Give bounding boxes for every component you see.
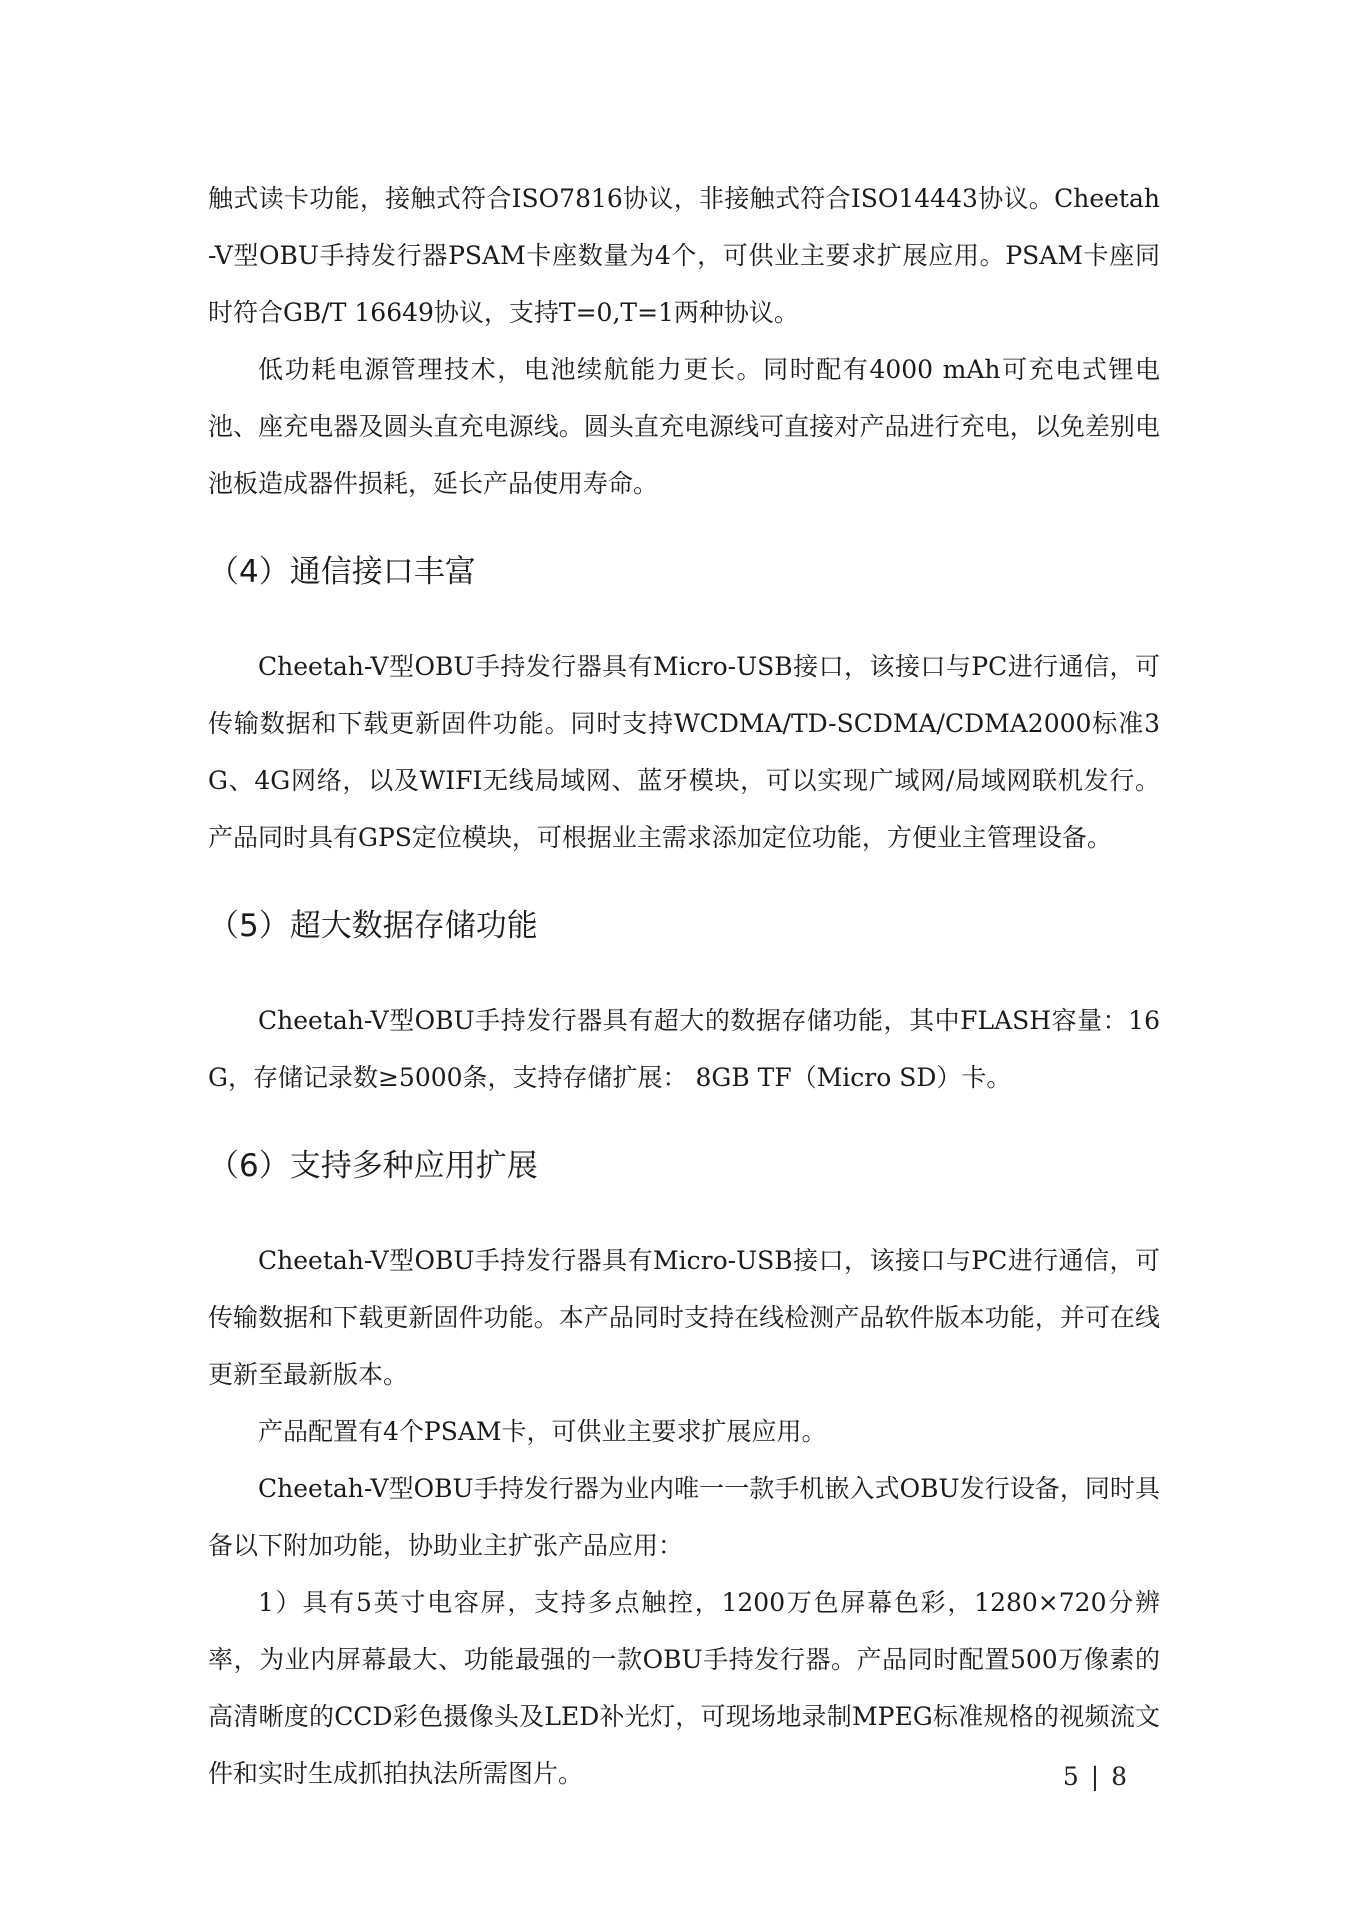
section-6-paragraph-4: 1）具有5英寸电容屏，支持多点触控，1200万色屏幕色彩，1280×720分辨率，为业内屏幕最大、功能最强的一款OBU手持发行器。产品同时配置500万像素的高清晰度的CCD彩色摄像头及LED补光灯，可现场地录制MPEG标准规格的视频流文件和实时生成抓拍执法所需图片。 — [208, 1588, 1160, 1788]
section-6-paragraph-3: Cheetah-V型OBU手持发行器为业内唯一一款手机嵌入式OBU发行设备，同时具备以下附加功能，协助业主扩张产品应用： — [208, 1474, 1160, 1560]
page-content — [208, 170, 1160, 1802]
page-number: 5 | 8 — [1062, 1762, 1129, 1791]
section-6-paragraph-1: Cheetah-V型OBU手持发行器具有Micro-USB接口，该接口与PC进行通信，可传输数据和下载更新固件功能。本产品同时支持在线检测产品软件版本功能，并可在线更新至最新版本。 — [208, 1246, 1160, 1389]
intro-paragraph-2: 低功耗电源管理技术，电池续航能力更长。同时配有4000 mAh可充电式锂电池、座充电器及圆头直充电源线。圆头直充电源线可直接对产品进行充电，以免差别电池板造成器件损耗，延长产品使用寿命。 — [208, 355, 1160, 498]
intro-paragraph-1: 触式读卡功能，接触式符合ISO7816协议，非接触式符合ISO14443协议。Cheetah-V型OBU手持发行器PSAM卡座数量为4个，可供业主要求扩展应用。PSAM卡座同时符合GB/T 16649协议，支持T=0,T=1两种协议。 — [208, 184, 1160, 327]
section-5-body: Cheetah-V型OBU手持发行器具有超大的数据存储功能，其中FLASH容量：16G，存储记录数≥5000条，支持存储扩展： 8GB TF（Micro SD）卡。 — [208, 1006, 1160, 1092]
section-6-paragraph-2: 产品配置有4个PSAM卡，可供业主要求扩展应用。 — [258, 1417, 827, 1446]
section-5-heading: （5）超大数据存储功能 — [208, 908, 538, 944]
section-6-heading: （6）支持多种应用扩展 — [208, 1148, 538, 1184]
section-4-heading: （4）通信接口丰富 — [208, 554, 476, 590]
section-4-body: Cheetah-V型OBU手持发行器具有Micro-USB接口，该接口与PC进行通信，可传输数据和下载更新固件功能。同时支持WCDMA/TD-SCDMA/CDMA2000标准3G、4G网络，以及WIFI无线局域网、蓝牙模块，可以实现广域网/局域网联机发行。产品同时具有GPS定位模块，可根据业主需求添加定位功能，方便业主管理设备。 — [208, 652, 1160, 852]
